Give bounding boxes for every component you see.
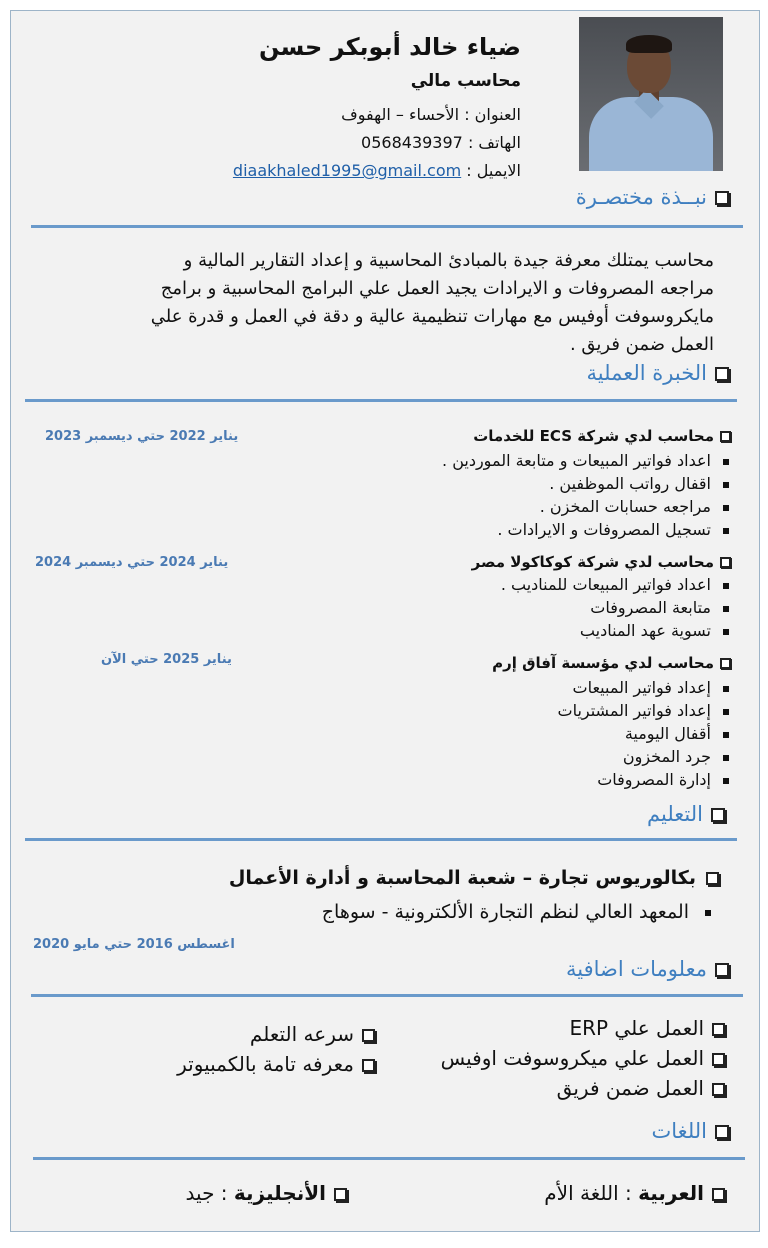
list-item: أقفال اليومية — [558, 722, 730, 745]
section-divider — [25, 399, 737, 402]
phone-row — [361, 133, 521, 152]
list-item: تسوية عهد المناديب — [501, 619, 729, 642]
list-item: العمل ضمن فريق — [441, 1073, 725, 1103]
list-item: إعداد فواتير المشتريات — [558, 699, 730, 722]
candidate-name: ضياء خالد أبوبكر حسن — [258, 33, 521, 61]
list-item: متابعة المصروفات — [501, 596, 729, 619]
job-2-duties — [501, 573, 729, 642]
job-1-date: يناير 2022 حتي ديسمبر 2023 — [45, 429, 239, 444]
profile-photo — [579, 17, 723, 171]
checkbox-icon — [715, 191, 729, 205]
checkbox-icon — [715, 963, 729, 977]
address-row — [341, 105, 521, 124]
summary-heading: نبــذة مختصـرة — [576, 185, 729, 209]
section-divider — [31, 225, 743, 228]
checkbox-icon — [712, 1083, 725, 1096]
checkbox-icon — [706, 872, 719, 885]
checkbox-icon — [362, 1059, 375, 1072]
checkbox-icon — [720, 431, 731, 442]
list-item: العمل علي ERP — [441, 1013, 725, 1043]
list-item: العمل علي ميكروسوفت اوفيس — [441, 1043, 725, 1073]
list-item: اعداد فواتير المبيعات و متابعة الموردين . — [442, 449, 729, 472]
list-item: اقفال رواتب الموظفين . — [442, 472, 729, 495]
list-item: إدارة المصروفات — [558, 768, 730, 791]
language-english: الأنجليزية : جيد — [186, 1181, 347, 1205]
address-label: العنوان : — [464, 105, 521, 124]
list-item: تسجيل المصروفات و الايرادات . — [442, 518, 729, 541]
email-link[interactable]: diaakhaled1995@gmail.com — [232, 161, 462, 180]
job-1-title: محاسب لدي شركة ECS للخدمات — [473, 427, 731, 445]
language-arabic: العربية : اللغة الأم — [544, 1181, 725, 1205]
checkbox-icon — [334, 1188, 347, 1201]
address-value: الأحساء – الهفوف — [341, 105, 460, 124]
checkbox-icon — [720, 557, 731, 568]
additional-left-list — [177, 1019, 375, 1079]
checkbox-icon — [712, 1188, 725, 1201]
checkbox-icon — [711, 808, 725, 822]
section-divider — [33, 1157, 745, 1160]
section-divider — [25, 838, 737, 841]
job-3-duties — [558, 676, 730, 791]
job-2-date: يناير 2024 حتي ديسمبر 2024 — [35, 555, 229, 570]
education-heading: التعليم — [647, 802, 725, 826]
list-item: معرفه تامة بالكمبيوتر — [177, 1049, 375, 1079]
job-2-title: محاسب لدي شركة كوكاكولا مصر — [472, 553, 731, 571]
checkbox-icon — [362, 1029, 375, 1042]
languages-heading: اللغات — [652, 1119, 729, 1143]
section-divider — [31, 994, 743, 997]
checkbox-icon — [712, 1023, 725, 1036]
resume-page — [10, 10, 760, 1232]
phone-label: الهاتف : — [467, 133, 521, 152]
phone-value: 0568439397 — [361, 133, 463, 152]
education-date: اغسطس 2016 حتي مايو 2020 — [33, 937, 235, 952]
list-item: سرعه التعلم — [177, 1019, 375, 1049]
checkbox-icon — [720, 658, 731, 669]
list-item: اعداد فواتير المبيعات للمناديب . — [501, 573, 729, 596]
checkbox-icon — [715, 1125, 729, 1139]
degree-title: بكالوريوس تجارة – شعبة المحاسبة و أدارة الأعمال — [229, 867, 719, 889]
email-row — [233, 161, 521, 180]
list-item: مراجعه حسابات المخزن . — [442, 495, 729, 518]
candidate-job-title: محاسب مالي — [410, 71, 521, 91]
job-1-duties — [442, 449, 729, 541]
job-3-title: محاسب لدي مؤسسة آفاق إرم — [492, 654, 731, 672]
additional-right-list — [441, 1013, 725, 1103]
summary-text: محاسب يمتلك معرفة جيدة بالمبادئ المحاسبية و إعداد التقارير المالية و مراجعه المصروفات و الايرادات يجيد العمل علي البرامج المحاسبية و برامج مايكروسوفت أوفيس مع مهارات تنظيمية عالية و دقة في العمل و قدرة علي العمل ضمن فريق . — [150, 250, 714, 355]
checkbox-icon — [715, 367, 729, 381]
email-label: الايميل : — [466, 161, 521, 180]
experience-heading: الخبرة العملية — [587, 361, 729, 385]
additional-info-heading: معلومات اضافية — [566, 957, 729, 981]
list-item: جرد المخزون — [558, 745, 730, 768]
job-3-date: يناير 2025 حتي الآن — [101, 652, 232, 667]
institute-name: المعهد العالي لنظم التجارة الألكترونية - سوهاج — [322, 901, 711, 923]
list-item: إعداد فواتير المبيعات — [558, 676, 730, 699]
checkbox-icon — [712, 1053, 725, 1066]
